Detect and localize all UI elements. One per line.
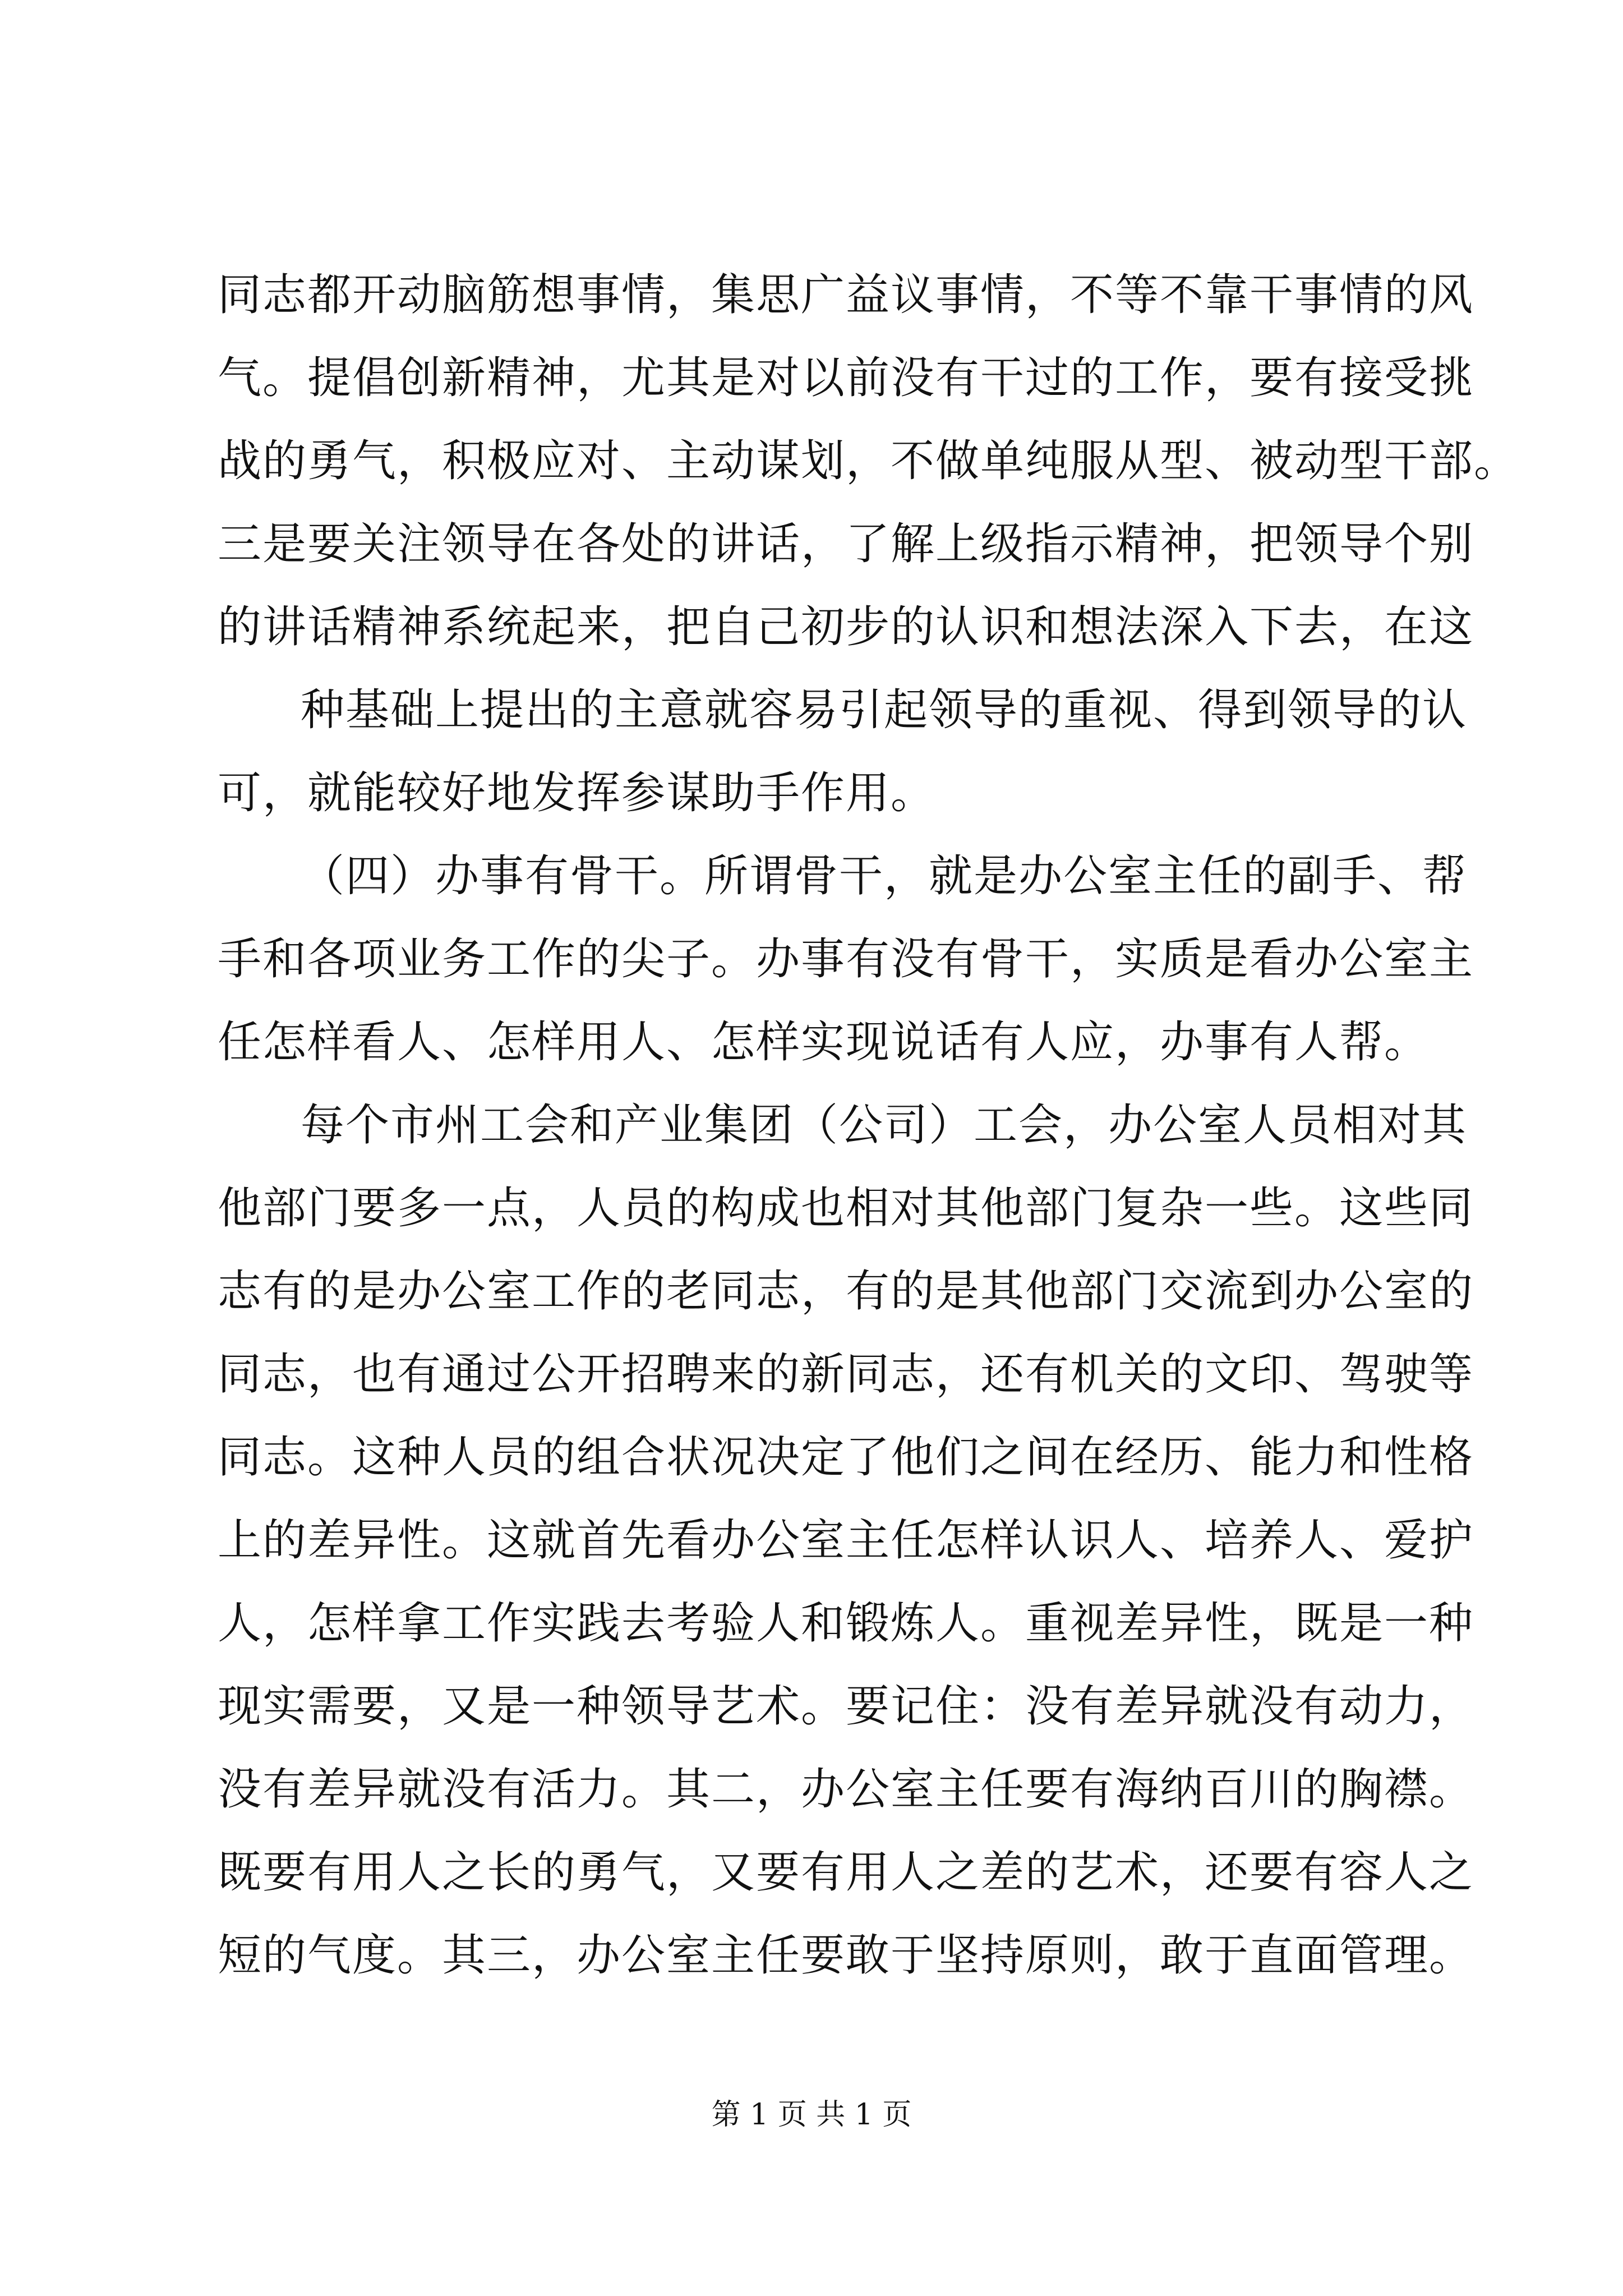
text-line: 战的勇气，积极应对、主动谋划，不做单纯服从型、被动型干部。: [218, 436, 1519, 486]
text-line: 志有的是办公室工作的老同志，有的是其他部门交流到办公室的: [218, 1266, 1474, 1317]
text-line: 既要有用人之长的勇气，又要有用人之差的艺术，还要有容人之: [218, 1847, 1474, 1898]
text-line: 气。提倡创新精神，尤其是对以前没有干过的工作，要有接受挑: [218, 353, 1474, 403]
text-line: 可，就能较好地发挥参谋助手作用。: [218, 768, 936, 818]
text-line: 三是要关注领导在各处的讲话，了解上级指示精神，把领导个别: [218, 519, 1474, 569]
text-line: 上的差异性。这就首先看办公室主任怎样认识人、培养人、爱护: [218, 1515, 1474, 1566]
page-footer: 第 1 页 共 1 页: [711, 2098, 912, 2132]
text-line: 他部门要多一点，人员的构成也相对其他部门复杂一些。这些同: [218, 1183, 1474, 1234]
text-line: 短的气度。其三，办公室主任要敢于坚持原则，敢于直面管理。: [218, 1930, 1474, 1981]
text-line: 每个市州工会和产业集团（公司）工会，办公室人员相对其: [301, 1100, 1468, 1151]
text-line: 现实需要，又是一种领导艺术。要记住：没有差异就没有动力，: [218, 1681, 1474, 1732]
text-line: 同志，也有通过公开招聘来的新同志，还有机关的文印、驾驶等: [218, 1349, 1474, 1400]
text-line: 人，怎样拿工作实践去考验人和锻炼人。重视差异性，既是一种: [218, 1598, 1474, 1649]
text-line: 种基础上提出的主意就容易引起领导的重视、得到领导的认: [301, 685, 1468, 735]
text-line: 的讲话精神系统起来，把自己初步的认识和想法深入下去，在这: [218, 602, 1474, 652]
text-line: 任怎样看人、怎样用人、怎样实现说话有人应，办事有人帮。: [218, 1017, 1430, 1068]
text-line: 没有差异就没有活力。其二，办公室主任要有海纳百川的胸襟。: [218, 1764, 1474, 1815]
body-text: [218, 254, 1519, 1997]
text-line: 同志都开动脑筋想事情，集思广益议事情，不等不靠干事情的风: [218, 270, 1474, 320]
text-line: 同志。这种人员的组合状况决定了他们之间在经历、能力和性格: [218, 1432, 1474, 1483]
text-line: 手和各项业务工作的尖子。办事有没有骨干，实质是看办公室主: [218, 934, 1474, 984]
text-line: （四）办事有骨干。所谓骨干，就是办公室主任的副手、帮: [301, 851, 1468, 901]
